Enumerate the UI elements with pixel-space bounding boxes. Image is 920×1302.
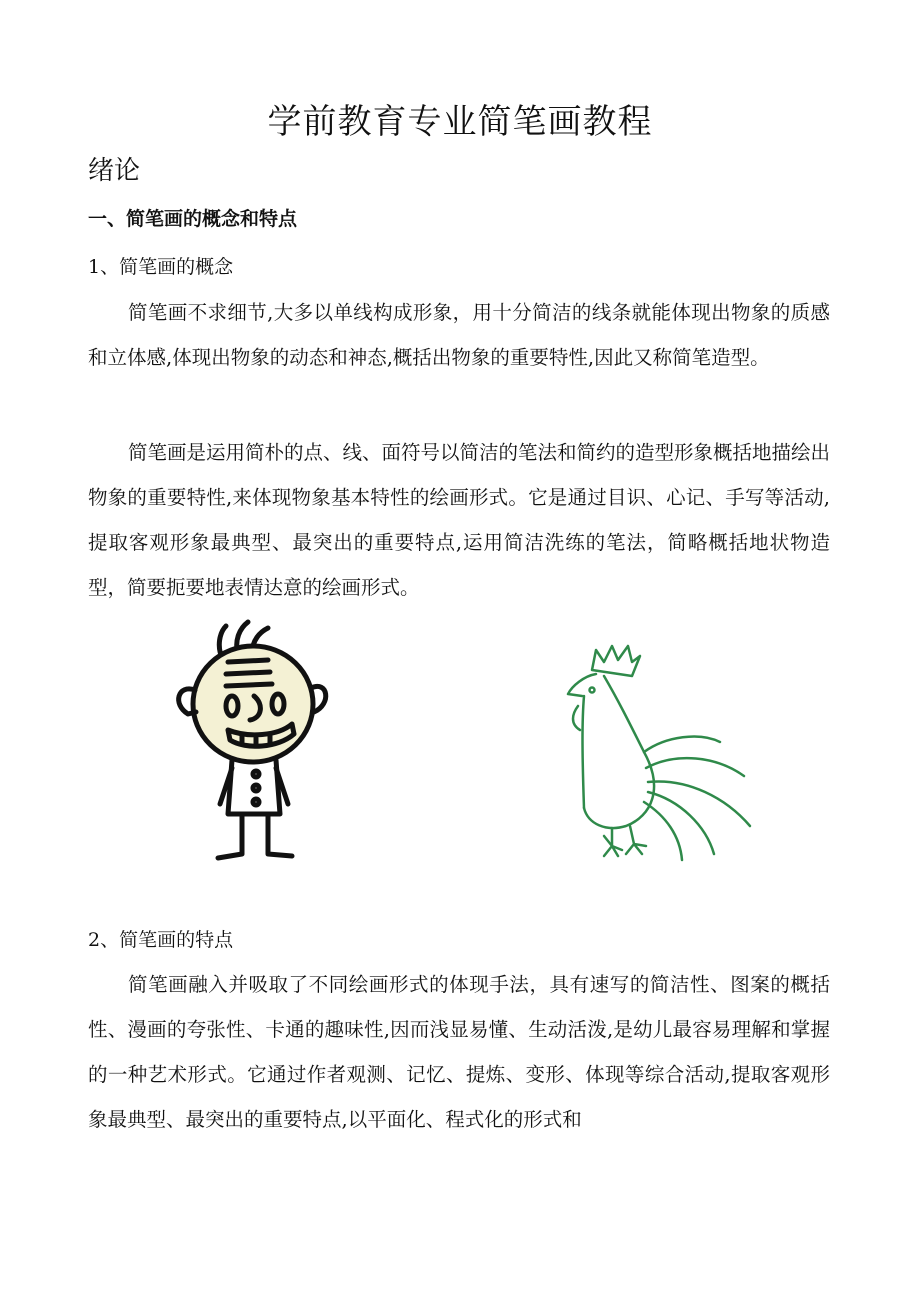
cartoon-boy-illustration [168,618,338,868]
paragraph-features: 简笔画融入并吸取了不同绘画形式的体现手法，具有速写的简洁性、图案的概括性、漫画的夸张性、卡通的趣味性,因而浅显易懂、生动活泼,是幼儿最容易理解和掌握的一种艺术形式。它通过作者观测、记忆、提炼、变形、体现等综合活动,提取客观形象最典型、最突出的重要特点,以平面化、程式化的形式和 [88,973,830,1131]
section-heading: 一、简笔画的概念和特点 [88,208,298,230]
subsection-heading-concept: 1、简笔画的概念 [88,256,234,278]
page-title: 学前教育专业简笔画教程 [267,102,653,142]
intro-heading: 绪论 [88,156,141,186]
paragraph-concept-2: 简笔画是运用简朴的点、线、面符号以简洁的笔法和简约的造型形象概括地描绘出物象的重要特性,来体现物象基本特性的绘画形式。它是通过目识、心记、手写等活动,提取客观形象最典型、最突出的重要特点,运用简洁洗练的笔法，简略概括地状物造型，简要扼要地表情达意的绘画形式。 [88,441,831,599]
rooster-illustration [548,640,770,868]
subsection-heading-features: 2、简笔画的特点 [88,929,234,951]
paragraph-concept-1: 简笔画不求细节,大多以单线构成形象，用十分简洁的线条就能体现出物象的质感和立体感,体现出物象的动态和神态,概括出物象的重要特性,因此又称简笔造型。 [88,301,830,369]
